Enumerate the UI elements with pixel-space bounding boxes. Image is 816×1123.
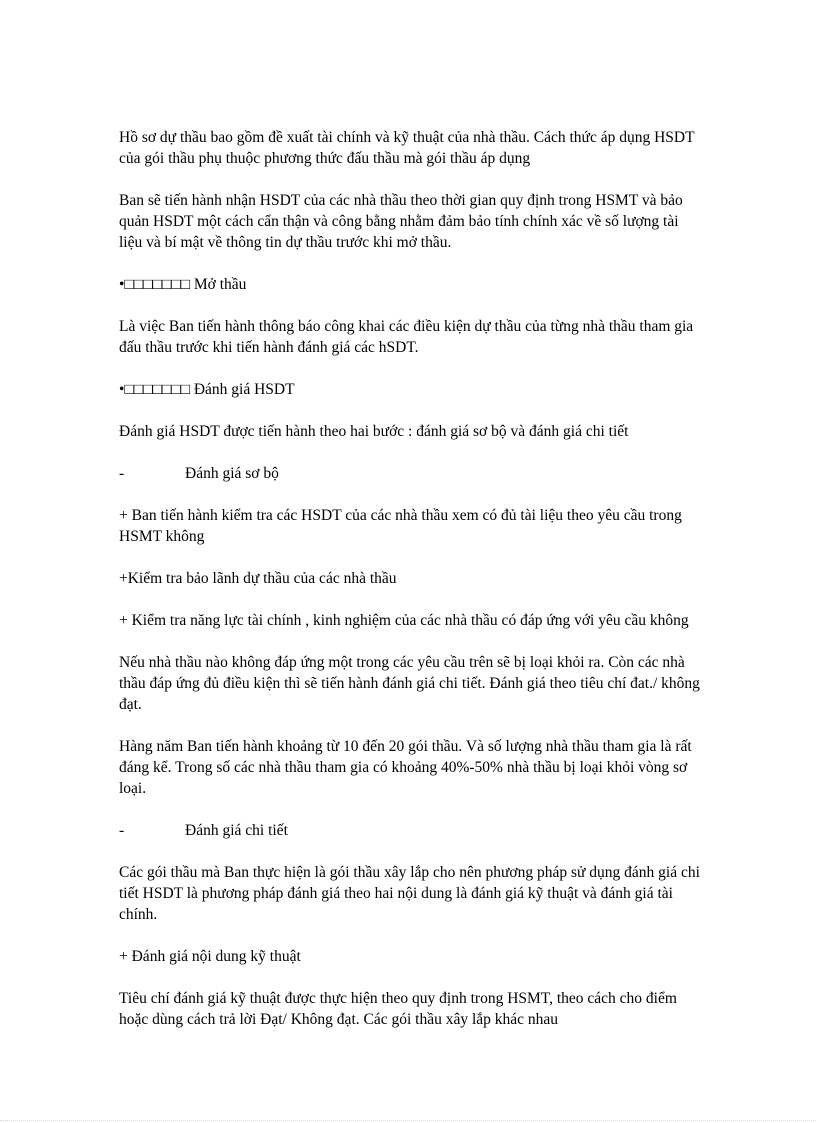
- dash-heading-detailed: [119, 820, 701, 841]
- paragraph-check-documents: + Ban tiến hành kiểm tra các HSDT của các nhà thầu xem có đủ tài liệu theo yêu cầu trong HSMT không: [119, 507, 682, 545]
- paragraph-disqualification: Nếu nhà thầu nào không đáp ứng một trong các yêu cầu trên sẽ bị loại khỏi ra. Còn các nhà thầu đáp ứng đủ điều kiện thì sẽ tiến hành đánh giá chi tiết. Đánh giá theo tiêu chí đat./ không đạt.: [119, 654, 700, 713]
- dash-heading-text: Đánh giá chi tiết: [185, 822, 288, 839]
- paragraph-annual-statistics: Hàng năm Ban tiến hành khoảng từ 10 đến 20 gói thầu. Và số lượng nhà thầu tham gia là rất đáng kể. Trong số các nhà thầu tham gia có khoảng 40%-50% nhà thầu bị loại khỏi vòng sơ loại.: [119, 738, 692, 797]
- dash-heading-preliminary: [119, 463, 701, 484]
- paragraph-check-guarantee: +Kiểm tra bảo lãnh dự thầu của các nhà thầu: [119, 570, 397, 587]
- dash-marker: -: [119, 822, 125, 839]
- paragraph-check-capacity: + Kiểm tra năng lực tài chính , kinh nghiệm của các nhà thầu có đáp ứng với yêu cầu không: [119, 612, 689, 629]
- paragraph-bid-dossier-contents: Hồ sơ dự thầu bao gồm đề xuất tài chính và kỹ thuật của nhà thầu. Cách thức áp dụng HSDT của gói thầu phụ thuộc phương thức đấu thầu mà gói thầu áp dụng: [119, 129, 695, 167]
- paragraph-technical-heading: + Đánh giá nội dung kỹ thuật: [119, 948, 301, 965]
- paragraph-receive-hsdt: Ban sẽ tiến hành nhận HSDT của các nhà thầu theo thời gian quy định trong HSMT và bảo quản HSDT một cách cẩn thận và công bằng nhằm đảm bảo tính chính xác về số lượng tài liệu và bí mật về thông tin dự thầu trước khi mở thầu.: [119, 192, 683, 251]
- page-bottom-edge: [0, 1120, 816, 1121]
- paragraph-technical-criteria: Tiêu chí đánh giá kỹ thuật được thực hiện theo quy định trong HSMT, theo cách cho điểm hoặc dùng cách trả lời Đạt/ Không đạt. Các gói thầu xây lắp khác nhau: [119, 990, 677, 1028]
- paragraph-evaluation-steps: Đánh giá HSDT được tiến hành theo hai bước : đánh giá sơ bộ và đánh giá chi tiết: [119, 423, 629, 440]
- dash-marker: -: [119, 465, 125, 482]
- bullet-heading-evaluate-hsdt: •□□□□□□□ Đánh giá HSDT: [119, 381, 295, 398]
- paragraph-bid-opening: Là việc Ban tiến hành thông báo công khai các điều kiện dự thầu của từng nhà thầu tham gia đấu thầu trước khi tiến hành đánh giá các hSDT.: [119, 318, 694, 356]
- dash-heading-text: Đánh giá sơ bộ: [185, 465, 279, 482]
- document-body: [119, 127, 701, 1051]
- bullet-heading-bid-opening: •□□□□□□□ Mở thầu: [119, 276, 247, 293]
- paragraph-detailed-method: Các gói thầu mà Ban thực hiện là gói thầu xây lắp cho nên phương pháp sử dụng đánh giá chi tiết HSDT là phương pháp đánh giá theo hai nội dung là đánh giá kỹ thuật và đánh giá tài chính.: [119, 864, 700, 923]
